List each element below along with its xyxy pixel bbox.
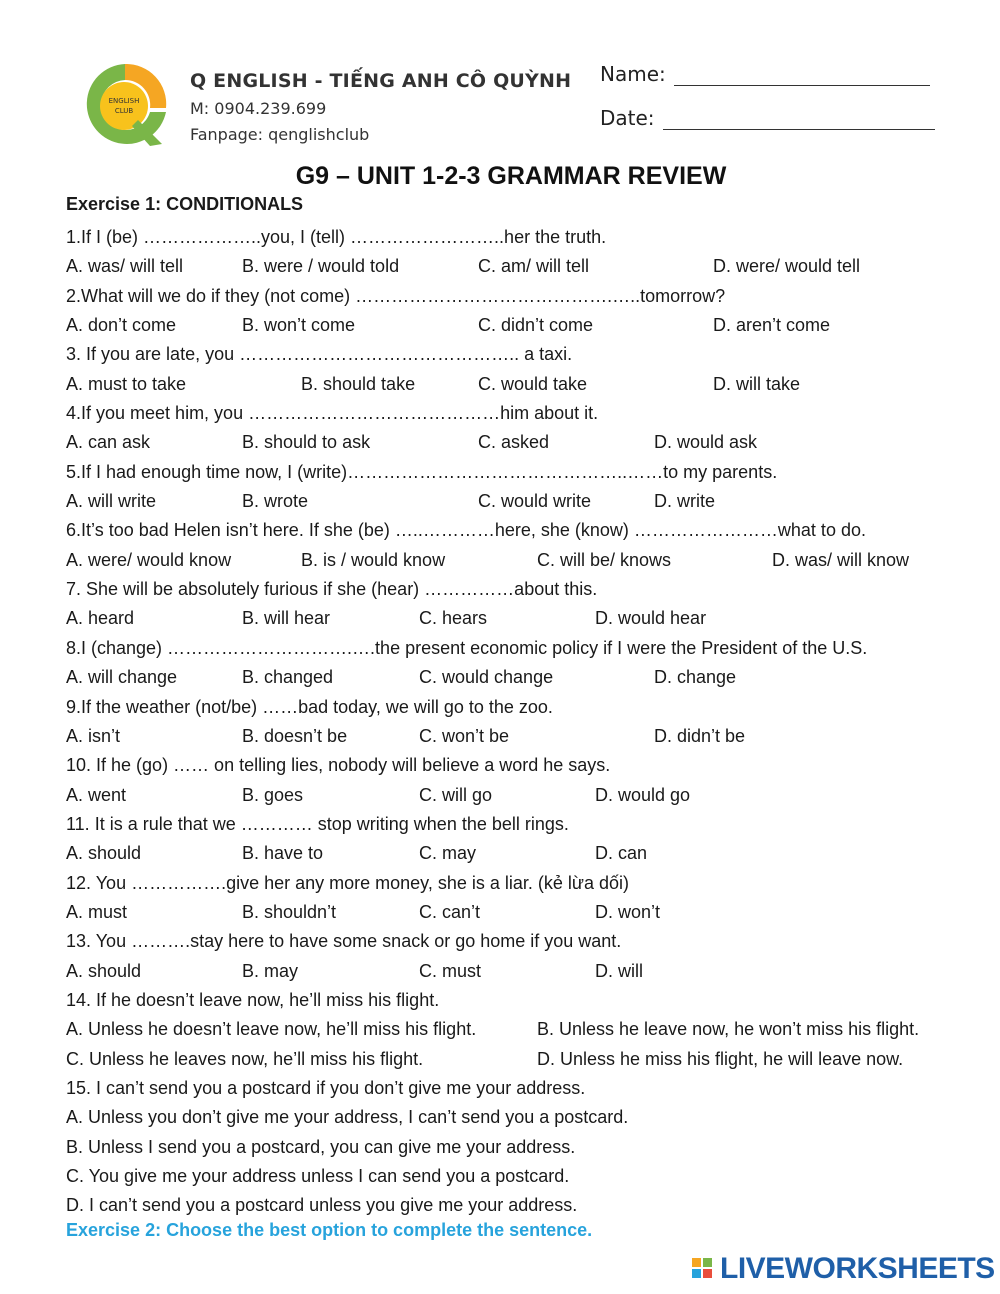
question-text: 14. If he doesn’t leave now, he’ll miss his flight. [66, 989, 440, 1010]
question-text: 9.If the weather (not/be) ……bad today, we will go to the zoo. [66, 696, 553, 717]
options-row [66, 663, 986, 692]
answer-option[interactable]: B. shouldn’t [242, 901, 337, 922]
brand-fanpage: Fanpage: qenglishclub [190, 125, 370, 144]
answer-option[interactable]: A. can ask [66, 432, 151, 453]
exercise2-heading: Exercise 2: Choose the best option to complete the sentence. [66, 1220, 593, 1240]
name-field[interactable] [600, 62, 930, 86]
answer-option[interactable]: D. didn’t be [654, 725, 746, 746]
answer-option[interactable]: B. should take [301, 373, 416, 394]
question-text: 11. It is a rule that we ………… stop writing when the bell rings. [66, 813, 569, 834]
answer-option[interactable]: A. should [66, 843, 142, 864]
answer-option[interactable]: C. will be/ knows [537, 549, 672, 570]
options-row [66, 487, 986, 516]
options-row [66, 957, 986, 986]
answer-option[interactable]: C. will go [419, 784, 493, 805]
answer-option[interactable]: A. will write [66, 491, 157, 512]
date-field[interactable] [600, 106, 935, 130]
options-row [66, 546, 986, 575]
answer-option[interactable]: D. were/ would tell [713, 256, 861, 277]
question-text: 4.If you meet him, you ……………………………………him about it. [66, 403, 599, 424]
liveworksheets-logo [692, 1252, 995, 1286]
answer-option[interactable]: A. Unless you don’t give me your address, I can’t send you a postcard. [66, 1107, 629, 1128]
exercise1-heading: Exercise 1: CONDITIONALS [66, 194, 304, 214]
answer-option[interactable]: B. changed [242, 667, 334, 688]
options-row [66, 722, 986, 751]
answer-option[interactable]: D. was/ will know [772, 549, 910, 570]
answer-option[interactable]: B. Unless he leave now, he won’t miss his flight. [537, 1019, 920, 1040]
answer-option[interactable]: D. will take [713, 373, 801, 394]
answer-option[interactable]: C. may [419, 843, 477, 864]
answer-option[interactable]: D. would go [595, 784, 691, 805]
question-text: 7. She will be absolutely furious if she (hear) ……………about this. [66, 579, 598, 600]
name-line[interactable] [674, 63, 930, 86]
question-text: 5.If I had enough time now, I (write)………………………………………..……to my parents. [66, 461, 778, 482]
answer-option[interactable]: C. You give me your address unless I can send you a postcard. [66, 1166, 570, 1186]
answer-option[interactable]: D. will [595, 960, 643, 981]
date-line[interactable] [663, 107, 935, 130]
answer-option[interactable]: C. asked [478, 432, 550, 453]
question-text: 10. If he (go) …… on telling lies, nobody will believe a word he says. [66, 755, 611, 776]
question-text: 12. You …………….give her any more money, she is a liar. (kẻ lừa dối) [66, 872, 629, 893]
answer-option[interactable]: D. Unless he miss his flight, he will leave now. [537, 1048, 904, 1069]
answer-option[interactable]: C. can’t [419, 901, 481, 922]
answer-option[interactable]: C. would take [478, 373, 588, 394]
answer-option[interactable]: C. Unless he leaves now, he’ll miss his flight. [66, 1048, 424, 1069]
answer-option[interactable]: A. don’t come [66, 315, 177, 336]
options-row [66, 311, 986, 340]
question-text: 2.What will we do if they (not come) …………………………………….…..tomorrow? [66, 285, 726, 306]
answer-option[interactable]: A. should [66, 960, 142, 981]
options-row [66, 1045, 986, 1074]
question-text: 6.It’s too bad Helen isn’t here. If she (be) …..…………here, she (know) ……………………what to do. [66, 520, 866, 541]
answer-option[interactable]: A. were/ would know [66, 549, 232, 570]
options-row [66, 898, 986, 927]
svg-text:ENGLISH: ENGLISH [108, 97, 140, 105]
page-title: G9 – UNIT 1-2-3 GRAMMAR REVIEW [295, 162, 727, 190]
answer-option[interactable]: D. aren’t come [713, 315, 831, 336]
answer-option[interactable]: A. must [66, 901, 128, 922]
answer-option[interactable]: B. doesn’t be [242, 725, 348, 746]
answer-option[interactable]: B. goes [242, 784, 304, 805]
brand-block [190, 70, 571, 144]
question-text: 15. I can’t send you a postcard if you don’t give me your address. [66, 1077, 586, 1098]
liveworksheets-icon [692, 1258, 714, 1280]
brand-title: Q ENGLISH - TIẾNG ANH CÔ QUỲNH [190, 70, 572, 92]
question-text: 3. If you are late, you ……………………………………….. a taxi. [66, 344, 573, 365]
answer-option[interactable]: B. were / would told [242, 256, 400, 277]
options-row [66, 252, 986, 281]
answer-option[interactable]: C. would write [478, 491, 592, 512]
answer-option[interactable]: B. may [242, 960, 299, 981]
date-label: Date: [600, 106, 655, 130]
answer-option[interactable]: B. will hear [242, 608, 331, 629]
answer-option[interactable]: C. didn’t come [478, 315, 594, 336]
answer-option[interactable]: A. was/ will tell [66, 256, 184, 277]
svg-text:CLUB: CLUB [114, 107, 134, 115]
answer-option[interactable]: B. Unless I send you a postcard, you can give me your address. [66, 1136, 576, 1157]
options-row [66, 428, 986, 457]
answer-option[interactable]: C. am/ will tell [478, 256, 590, 277]
question-list [66, 223, 986, 1221]
question-text: 1.If I (be) ………………..you, I (tell) ……………………..her the truth. [66, 227, 607, 247]
answer-option[interactable]: B. is / would know [301, 549, 446, 570]
answer-option[interactable]: D. would ask [654, 432, 758, 453]
answer-option[interactable]: B. should to ask [242, 432, 371, 453]
answer-option[interactable]: D. would hear [595, 608, 707, 629]
brand-phone: M: 0904.239.699 [190, 99, 327, 118]
answer-option[interactable]: A. isn’t [66, 725, 121, 746]
question-text: 8.I (change) ………………………….….the present economic policy if I were the President of the U.S. [66, 637, 868, 658]
answer-option[interactable]: A. heard [66, 608, 135, 629]
answer-option[interactable]: D. won’t [595, 901, 661, 922]
answer-option[interactable]: C. must [419, 960, 482, 981]
answer-option[interactable]: B. have to [242, 843, 324, 864]
answer-option[interactable]: D. write [654, 491, 716, 512]
answer-option[interactable]: A. will change [66, 667, 178, 688]
answer-option[interactable]: A. went [66, 784, 127, 805]
options-row [66, 839, 986, 868]
options-row [66, 781, 986, 810]
options-row [66, 604, 986, 633]
answer-option[interactable]: A. must to take [66, 373, 187, 394]
answer-option[interactable]: A. Unless he doesn’t leave now, he’ll miss his flight. [66, 1019, 477, 1040]
options-row [66, 370, 986, 399]
options-row [66, 1015, 986, 1044]
answer-option[interactable]: B. won’t come [242, 315, 356, 336]
name-label: Name: [600, 62, 666, 86]
answer-option[interactable]: D. I can’t send you a postcard unless you give me your address. [66, 1195, 578, 1216]
answer-option[interactable]: D. change [654, 667, 737, 688]
english-club-logo [80, 60, 170, 152]
answer-option[interactable]: C. hears [419, 608, 488, 629]
question-text: 13. You ……….stay here to have some snack or go home if you want. [66, 931, 622, 952]
liveworksheets-text: LIVEWORKSHEETS [720, 1252, 995, 1285]
answer-option[interactable]: C. won’t be [419, 725, 510, 746]
answer-option[interactable]: D. can [595, 843, 648, 864]
answer-option[interactable]: B. wrote [242, 491, 309, 512]
page-header [0, 0, 1000, 160]
answer-option[interactable]: C. would change [419, 667, 554, 688]
